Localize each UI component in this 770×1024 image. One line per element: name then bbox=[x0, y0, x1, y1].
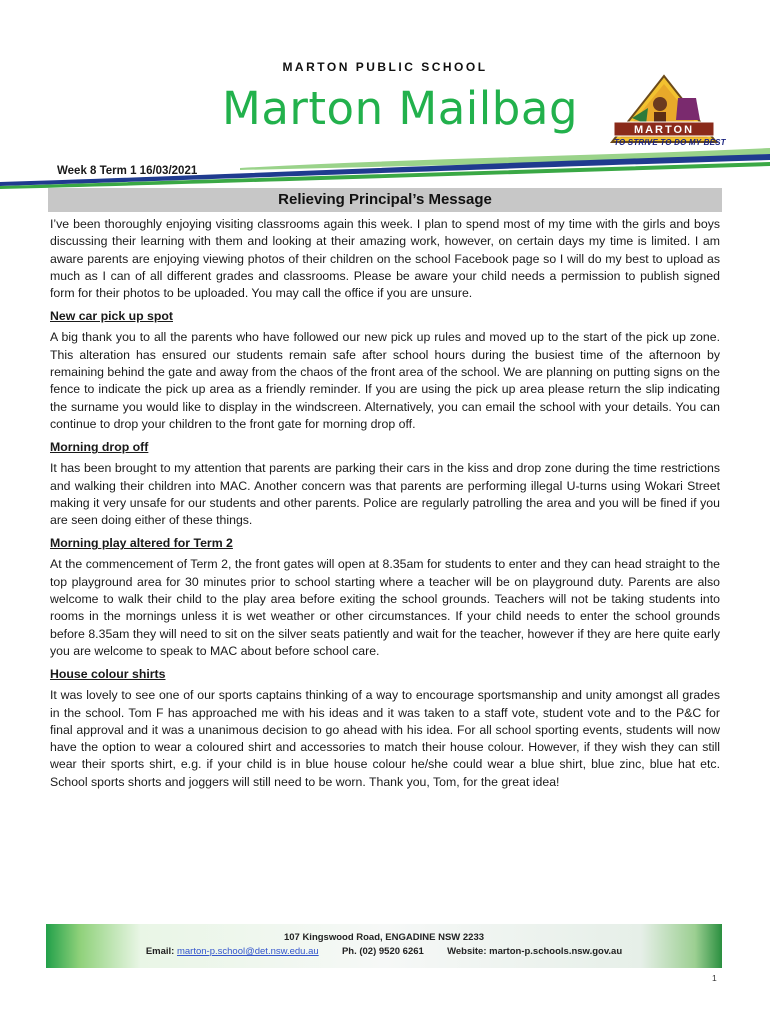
footer bbox=[46, 924, 722, 968]
heading-morning-drop-off: Morning drop off bbox=[50, 440, 149, 455]
page-number: 1 bbox=[712, 973, 717, 983]
heading-morning-play: Morning play altered for Term 2 bbox=[50, 536, 233, 551]
logo-text: MARTON bbox=[633, 124, 695, 136]
issue-date: Week 8 Term 1 16/03/2021 bbox=[57, 165, 198, 177]
flag-icon bbox=[676, 98, 700, 120]
paragraph-house-colour: It was lovely to see one of our sports captains thinking of a way to encourage sportsmanship and unity amongst all grades in the school. Tom F has approached me with his ideas and it was taken to a staff vote, student vote and to the P&C for final approval and it was a unanimous decision to go ahead with his idea. For all school sporting events, students will now have the option to wear a coloured shirt and accessories to match their house colour. However, if they wish they can still wear their sports shirt, e.g. if your child is in blue house colour he/she could wear a blue shirt, blue zinc, blue hat etc. School sports shorts and joggers will still need to be worn. Thank you, Tom, for the great idea! bbox=[50, 688, 720, 789]
heading-house-colour: House colour shirts bbox=[50, 667, 166, 682]
website: Website: marton-p.schools.nsw.gov.au bbox=[447, 946, 623, 957]
footer-contact bbox=[46, 946, 722, 957]
intro-paragraph: I’ve been thoroughly enjoying visiting classrooms again this week. I plan to spend most of my time with the girls and boys discussing their learning with them and looking at their amazing work, however, on certain days my time is limited. I am aware parents are enjoying viewing photos of their children on the school Facebook page so I will do my best to upload as much as I can of all different grades and classrooms. Please be aware your child needs a permission to publish signed form for their photos to be uploaded. You may call the office if you are unsure. bbox=[50, 217, 720, 301]
school-name: MARTON PUBLIC SCHOOL bbox=[282, 60, 488, 74]
newsletter-title: Marton Mailbag bbox=[222, 82, 579, 135]
newsletter-body bbox=[50, 216, 720, 797]
section-title: Relieving Principal’s Message bbox=[48, 188, 722, 212]
paragraph-morning-drop-off: It has been brought to my attention that parents are parking their cars in the kiss and drop zone during the time restrictions and walking their children into MAC. Another concern was that parents are performing illegal U-turns using Wokari Street making it very unsafe for our students and other parents. Police are regularly patrolling the area and you will be fined if you are seen doing either of these things. bbox=[50, 461, 720, 528]
paragraph-morning-play: At the commencement of Term 2, the front gates will open at 8.35am for students to enter and they can head straight to the top playground area for 30 minutes prior to school starting where a teacher will be on playground duty. Parents are also welcome to walk their child to the play area before exiting the school grounds. Teachers will not be taking students into rooms in the mornings unless it is wet weather or other circumstances. If your child needs to enter the school grounds before 8.35am they will need to sit on the silver seats patiently and wait for the teacher, however if they are here quite early you are welcome to speak to MAC about before school care. bbox=[50, 557, 720, 658]
footer-address: 107 Kingswood Road, ENGADINE NSW 2233 bbox=[283, 932, 485, 943]
email-label: Email: bbox=[145, 946, 175, 957]
school-motto: TO STRIVE TO DO MY BEST bbox=[614, 138, 726, 147]
email-link[interactable]: marton-p.school@det.nsw.edu.au bbox=[176, 946, 319, 957]
paragraph-car-pickup: A big thank you to all the parents who have followed our new pick up rules and moved up to the start of the pick up zone. This alteration has ensured our students remain safe after school hours during the busiest time of the afternoon by remaining behind the gate and away from the chaos of the front area of the school. We are planning on putting signs on the fence to indicate the pick up area as a friendly reminder. If you are using the pick up area please return the slip indicating the surname you would like to display in the windscreen. Alternatively, you can email the school with your details. You can continue to drop your children to the front gate for morning drop off. bbox=[50, 330, 720, 431]
phone-number: Ph. (02) 9520 6261 bbox=[341, 946, 424, 957]
heading-car-pickup: New car pick up spot bbox=[50, 309, 173, 324]
emblem-icon bbox=[653, 97, 667, 111]
